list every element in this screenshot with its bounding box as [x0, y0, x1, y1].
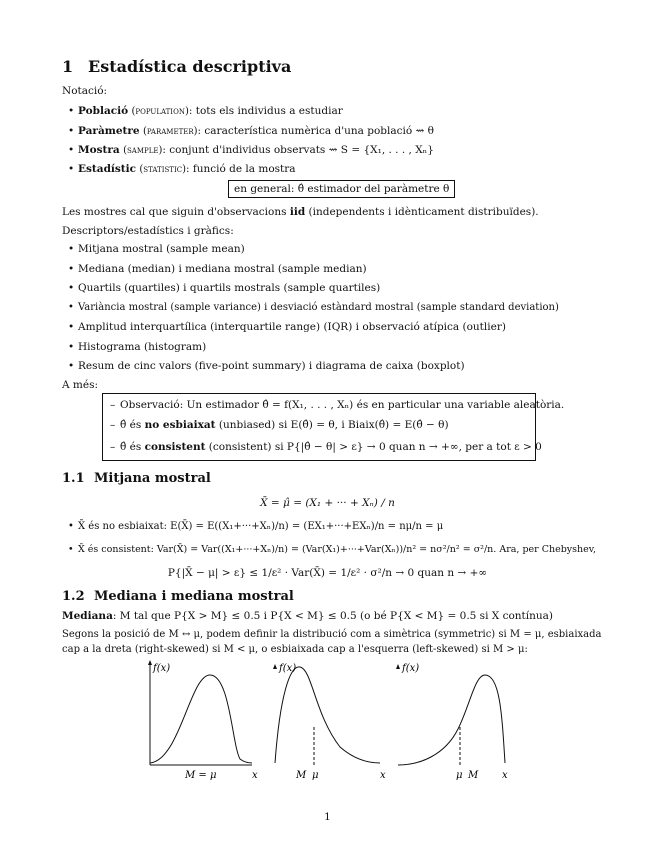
- median-definition: Mediana: M tal que P{X > M} ≤ 0.5 i P{X < M} ≤ 0.5 (o bé P{X < M} = 0.5 si X contínua): [62, 610, 553, 622]
- notation-label: Notació:: [62, 85, 108, 97]
- consistent-item: – θ̂ és consistent (consistent) si P{|θ̂ − θ| > ε} → 0 quan n → +∞, per a tot ε > 0: [120, 440, 542, 454]
- subsection-title: 1.1 Mitjana mostral: [62, 471, 211, 486]
- list-item: • Mitjana mostral (sample mean): [78, 242, 245, 256]
- iid-sentence: Les mostres cal que siguin d'observacions iid (independents i idènticament distribuïdes).: [62, 206, 539, 218]
- x-axis-label: x: [252, 770, 258, 781]
- observation-item: – Observació: Un estimador θ̂ = f(X₁, . . . , Xₙ) és en particular una variable aleatòria.: [120, 398, 564, 412]
- mean-label: μ: [312, 770, 319, 781]
- list-item: • X̄ és consistent: Var(X̄) = Var((X₁+···+Xₙ)/n) = (Var(X₁)+···+Var(Xₙ))/n² = nσ²/n² = σ²/n. Ara, per Chebyshev,: [78, 544, 596, 557]
- list-item: • Histograma (histogram): [78, 340, 206, 354]
- mean-label: μ: [456, 770, 463, 781]
- list-item: • Resum de cinc valors (five-point summary) i diagrama de caixa (boxplot): [78, 359, 465, 373]
- distribution-graphs: [140, 655, 520, 785]
- list-item: • Paràmetre (parameter): característica numèrica d'una població ⇝ θ: [78, 124, 434, 139]
- descriptors-label: Descriptors/estadístics i gràfics:: [62, 225, 234, 237]
- list-item: • Estadístic (statistic): funció de la mostra: [78, 162, 296, 177]
- list-item: • Amplitud interquartílica (interquartile range) (IQR) i observació atípica (outlier): [78, 320, 506, 334]
- chebyshev-formula: P{|X̄ − μ| > ε} ≤ 1/ε² · Var(X̄) = 1/ε² · σ²/n → 0 quan n → +∞: [167, 567, 488, 579]
- y-axis-label: f(x): [402, 663, 420, 674]
- y-axis-label: f(x): [153, 663, 171, 674]
- unbiased-item: – θ̂ és no esbiaixat (unbiased) si E(θ̂) = θ, i Biaix(θ̂) = E(θ̂ − θ): [120, 418, 449, 432]
- skew-text-line: Segons la posició de M ↔ μ, podem definir la distribució com a simètrica (symmetric) si M = μ, esbiaixada: [62, 629, 602, 640]
- symmetric-graph: [148, 660, 258, 781]
- median-label: M: [296, 770, 307, 781]
- list-item: • Mediana (median) i mediana mostral (sample median): [78, 262, 367, 276]
- median-label: M: [468, 770, 479, 781]
- list-item: • Mostra (sample): conjunt d'individus observats ⇝ S = {X₁, . . . , Xₙ}: [78, 143, 434, 158]
- section-title: 1 Estadística descriptiva: [62, 57, 292, 76]
- median-mean-label: M = μ: [185, 770, 217, 781]
- list-item: • Població (population): tots els individus a estudiar: [78, 104, 343, 119]
- y-axis-label: f(x): [279, 663, 297, 674]
- list-item: • Quartils (quartiles) i quartils mostrals (sample quartiles): [78, 281, 380, 295]
- page-number: 1: [324, 811, 331, 823]
- right-skewed-graph: [273, 663, 386, 781]
- left-skewed-graph: [396, 663, 508, 781]
- boxed-note: en general: θ̂ estimador del paràmetre θ: [228, 180, 455, 198]
- list-item: • Variància mostral (sample variance) i desviació estàndard mostral (sample standard deviation): [78, 301, 559, 315]
- list-item: • X̄ és no esbiaixat: E(X̄) = E((X₁+···+Xₙ)/n) = (EX₁+···+EXₙ)/n = nμ/n = μ: [78, 520, 443, 534]
- mean-formula: X̄ = μ̂ = (X₁ + ··· + Xₙ) / n: [260, 497, 395, 509]
- subsection-title: 1.2 Mediana i mediana mostral: [62, 589, 294, 604]
- x-axis-label: x: [380, 770, 386, 781]
- ames-label: A més:: [62, 379, 99, 391]
- skew-text-line: cap a la dreta (right-skewed) si M < μ, o esbiaixada cap a l'esquerra (left-skewed) si M > μ:: [62, 644, 528, 655]
- x-axis-label: x: [502, 770, 508, 781]
